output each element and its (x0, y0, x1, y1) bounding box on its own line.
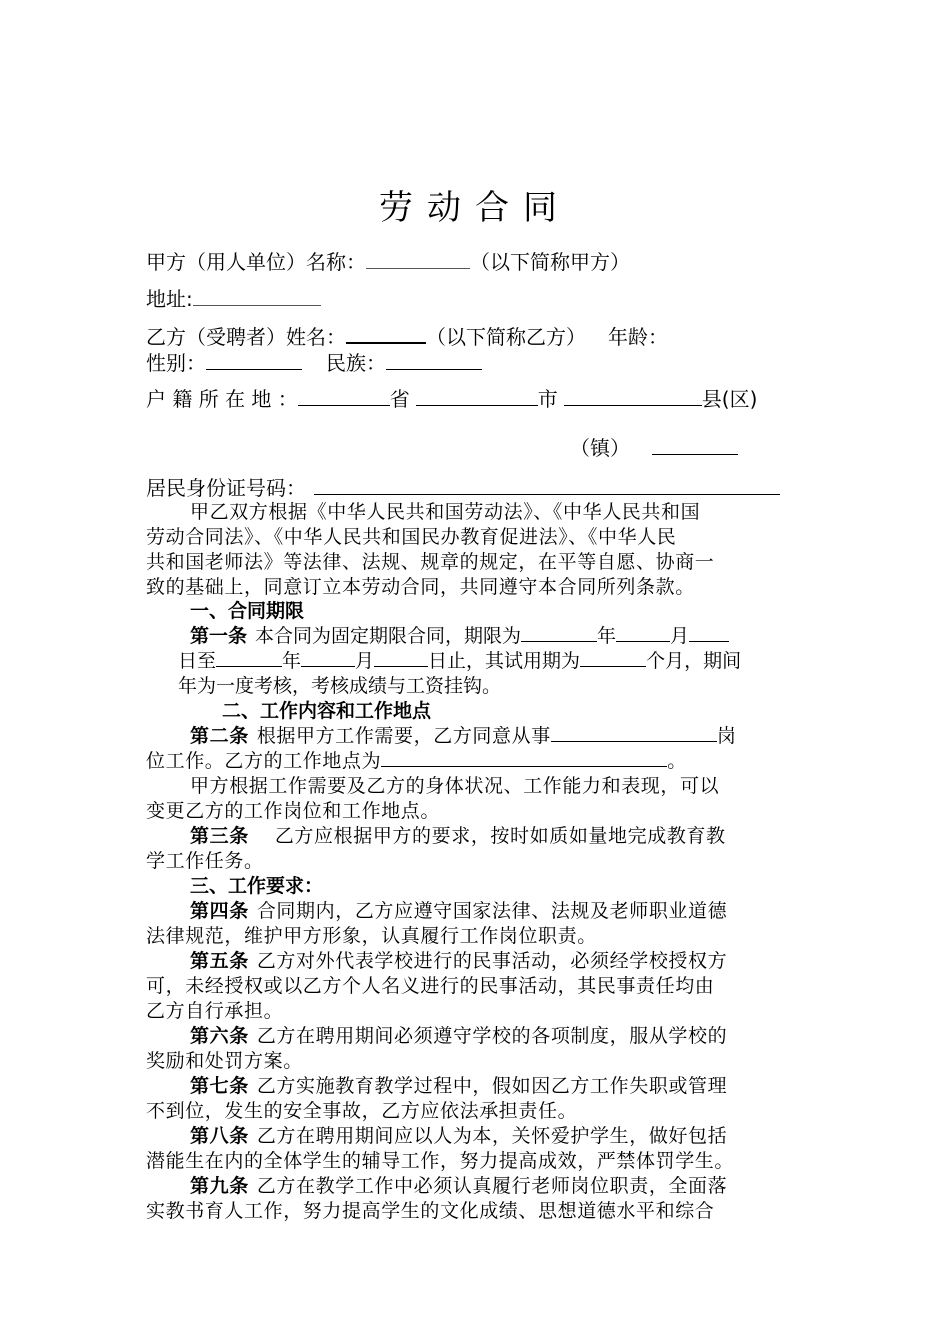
party-a-address-line (146, 286, 321, 312)
article5-line-2: 可，未经授权或以乙方个人名义进行的民事活动，其民事责任均由 (146, 975, 715, 997)
party-a-address-label: 地址: (146, 287, 193, 311)
page-title: 劳动合同 (379, 188, 571, 228)
article1-line-1 (190, 623, 729, 649)
province-blank[interactable] (298, 387, 390, 406)
start-month-blank[interactable] (616, 623, 670, 642)
party-b-name-blank[interactable] (346, 324, 426, 344)
article3-text-a: 乙方应根据甲方的要求，按时如质如量地完成教育教 (274, 825, 726, 847)
article9-label: 第九条 (190, 1175, 249, 1197)
year-unit: 年 (597, 625, 617, 647)
article8-line-2: 潜能生在内的全体学生的辅导工作，努力提高成效，严禁体罚学生。 (146, 1150, 735, 1172)
city-label: 市 (537, 387, 558, 411)
end-month-unit: 月 (355, 650, 375, 672)
article9-line-2: 实教书育人工作，努力提高学生的文化成绩、思想道德水平和综合 (146, 1200, 715, 1222)
end-day-blank[interactable] (374, 648, 428, 667)
article3-label: 第三条 (190, 825, 249, 847)
party-b-gender-blank[interactable] (206, 351, 302, 370)
day-end-unit: 日止，其试用期为 (428, 650, 581, 672)
town-blank[interactable] (652, 436, 738, 455)
article1-line-3: 年为一度考核，考核成绩与工资挂钩。 (178, 675, 502, 697)
article5-line-3: 乙方自行承担。 (146, 1000, 284, 1022)
county-blank[interactable] (564, 387, 702, 406)
article9-line-1 (190, 1173, 727, 1199)
article4-line-2: 法律规范，维护甲方形象，认真履行工作岗位职责。 (146, 925, 597, 947)
party-b-ethnicity-blank[interactable] (386, 351, 482, 370)
end-year-blank[interactable] (216, 648, 282, 667)
party-a-name-label: 甲方（用人单位）名称： (146, 250, 366, 274)
months-unit: 个月，期间 (646, 650, 742, 672)
article9-text-1: 乙方在教学工作中必须认真履行老师岗位职责，全面落 (256, 1175, 728, 1197)
party-b-gender-label: 性别： (146, 351, 206, 375)
party-a-name-line (146, 249, 630, 275)
preamble-line-3: 共和国老师法》等法律、法规、规章的规定，在平等自愿、协商一 (146, 551, 715, 573)
party-b-name-line (146, 324, 668, 350)
province-label: 省 (389, 387, 410, 411)
section2-para-line-2: 变更乙方的工作岗位和工作地点。 (146, 800, 441, 822)
party-a-address-blank[interactable] (193, 287, 321, 306)
article1-line-2 (178, 648, 741, 674)
article2-text-c: 位工作。乙方的工作地点为 (146, 750, 382, 772)
city-blank[interactable] (416, 387, 538, 406)
article3-line-1 (190, 823, 726, 849)
start-day-blank[interactable] (689, 623, 729, 642)
section1-heading: 一、合同期限 (190, 600, 305, 622)
party-a-name-suffix: （以下简称甲方） (470, 250, 630, 274)
party-b-name-label: 乙方（受聘者）姓名： (146, 325, 346, 349)
household-line (146, 386, 757, 412)
party-b-name-suffix: （以下简称乙方） (426, 325, 586, 349)
term-years-blank[interactable] (521, 623, 597, 642)
article3-line-2: 学工作任务。 (146, 850, 264, 872)
article4-label: 第四条 (190, 900, 249, 922)
article8-text-1: 乙方在聘用期间应以人为本，关怀爱护学生，做好包括 (256, 1125, 728, 1147)
article2-text-b: 岗 (716, 725, 737, 747)
party-b-ethnicity-label: 民族： (326, 351, 386, 375)
end-year-unit: 年 (282, 650, 302, 672)
town-line (570, 435, 738, 461)
article1-text-a: 本合同为固定期限合同，期限为 (255, 625, 522, 647)
position-blank[interactable] (551, 723, 717, 742)
article4-line-1 (190, 898, 727, 924)
section2-heading: 二、工作内容和工作地点 (222, 700, 432, 722)
article5-text-1: 乙方对外代表学校进行的民事活动，必须经学校授权方 (256, 950, 728, 972)
article6-line-2: 奖励和处罚方案。 (146, 1050, 303, 1072)
article6-line-1 (190, 1023, 727, 1049)
id-blank[interactable] (314, 476, 780, 495)
article8-label: 第八条 (190, 1125, 249, 1147)
party-b-gender-line (146, 350, 482, 376)
preamble-line-2: 劳动合同法》、《中华人民共和国民办教育促进法》、《中华人民 (146, 526, 677, 548)
workplace-blank[interactable] (381, 748, 667, 767)
article7-line-2: 不到位，发生的安全事故，乙方应依法承担责任。 (146, 1100, 578, 1122)
article7-label: 第七条 (190, 1075, 249, 1097)
article7-text-1: 乙方实施教育教学过程中，假如因乙方工作失职或管理 (256, 1075, 728, 1097)
id-line (146, 475, 780, 501)
article2-text-d: 。 (667, 750, 687, 772)
article1-label: 第一条 (190, 625, 248, 647)
section3-heading: 三、工作要求： (190, 875, 324, 897)
article7-line-1 (190, 1073, 727, 1099)
article6-label: 第六条 (190, 1025, 249, 1047)
article8-line-1 (190, 1123, 727, 1149)
end-month-blank[interactable] (301, 648, 355, 667)
day-from-unit: 日至 (178, 650, 217, 672)
county-label: 县(区) (701, 387, 758, 411)
article4-text-1: 合同期内，乙方应遵守国家法律、法规及老师职业道德 (256, 900, 728, 922)
article2-text-a: 根据甲方工作需要，乙方同意从事 (256, 725, 551, 747)
party-b-age-label: 年龄： (608, 325, 668, 349)
party-a-name-blank[interactable] (366, 250, 470, 269)
preamble-line-4: 致的基础上，同意订立本劳动合同，共同遵守本合同所列条款。 (146, 576, 695, 598)
section2-para-line-1: 甲方根据工作需要及乙方的身体状况、工作能力和表现，可以 (190, 775, 720, 797)
probation-blank[interactable] (580, 648, 646, 667)
article5-line-1 (190, 948, 727, 974)
article6-text-1: 乙方在聘用期间必须遵守学校的各项制度，服从学校的 (256, 1025, 728, 1047)
article2-label: 第二条 (190, 725, 249, 747)
month-unit: 月 (670, 625, 690, 647)
article2-line-2 (146, 748, 687, 774)
preamble-line-1: 甲乙双方根据《中华人民共和国劳动法》、《中华人民共和国 (190, 501, 701, 523)
article5-label: 第五条 (190, 950, 249, 972)
town-label: （镇） (570, 436, 630, 460)
id-label: 居民身份证号码： (146, 476, 306, 500)
household-label: 户 籍 所 在 地 ： (146, 387, 298, 411)
article2-line-1 (190, 723, 736, 749)
